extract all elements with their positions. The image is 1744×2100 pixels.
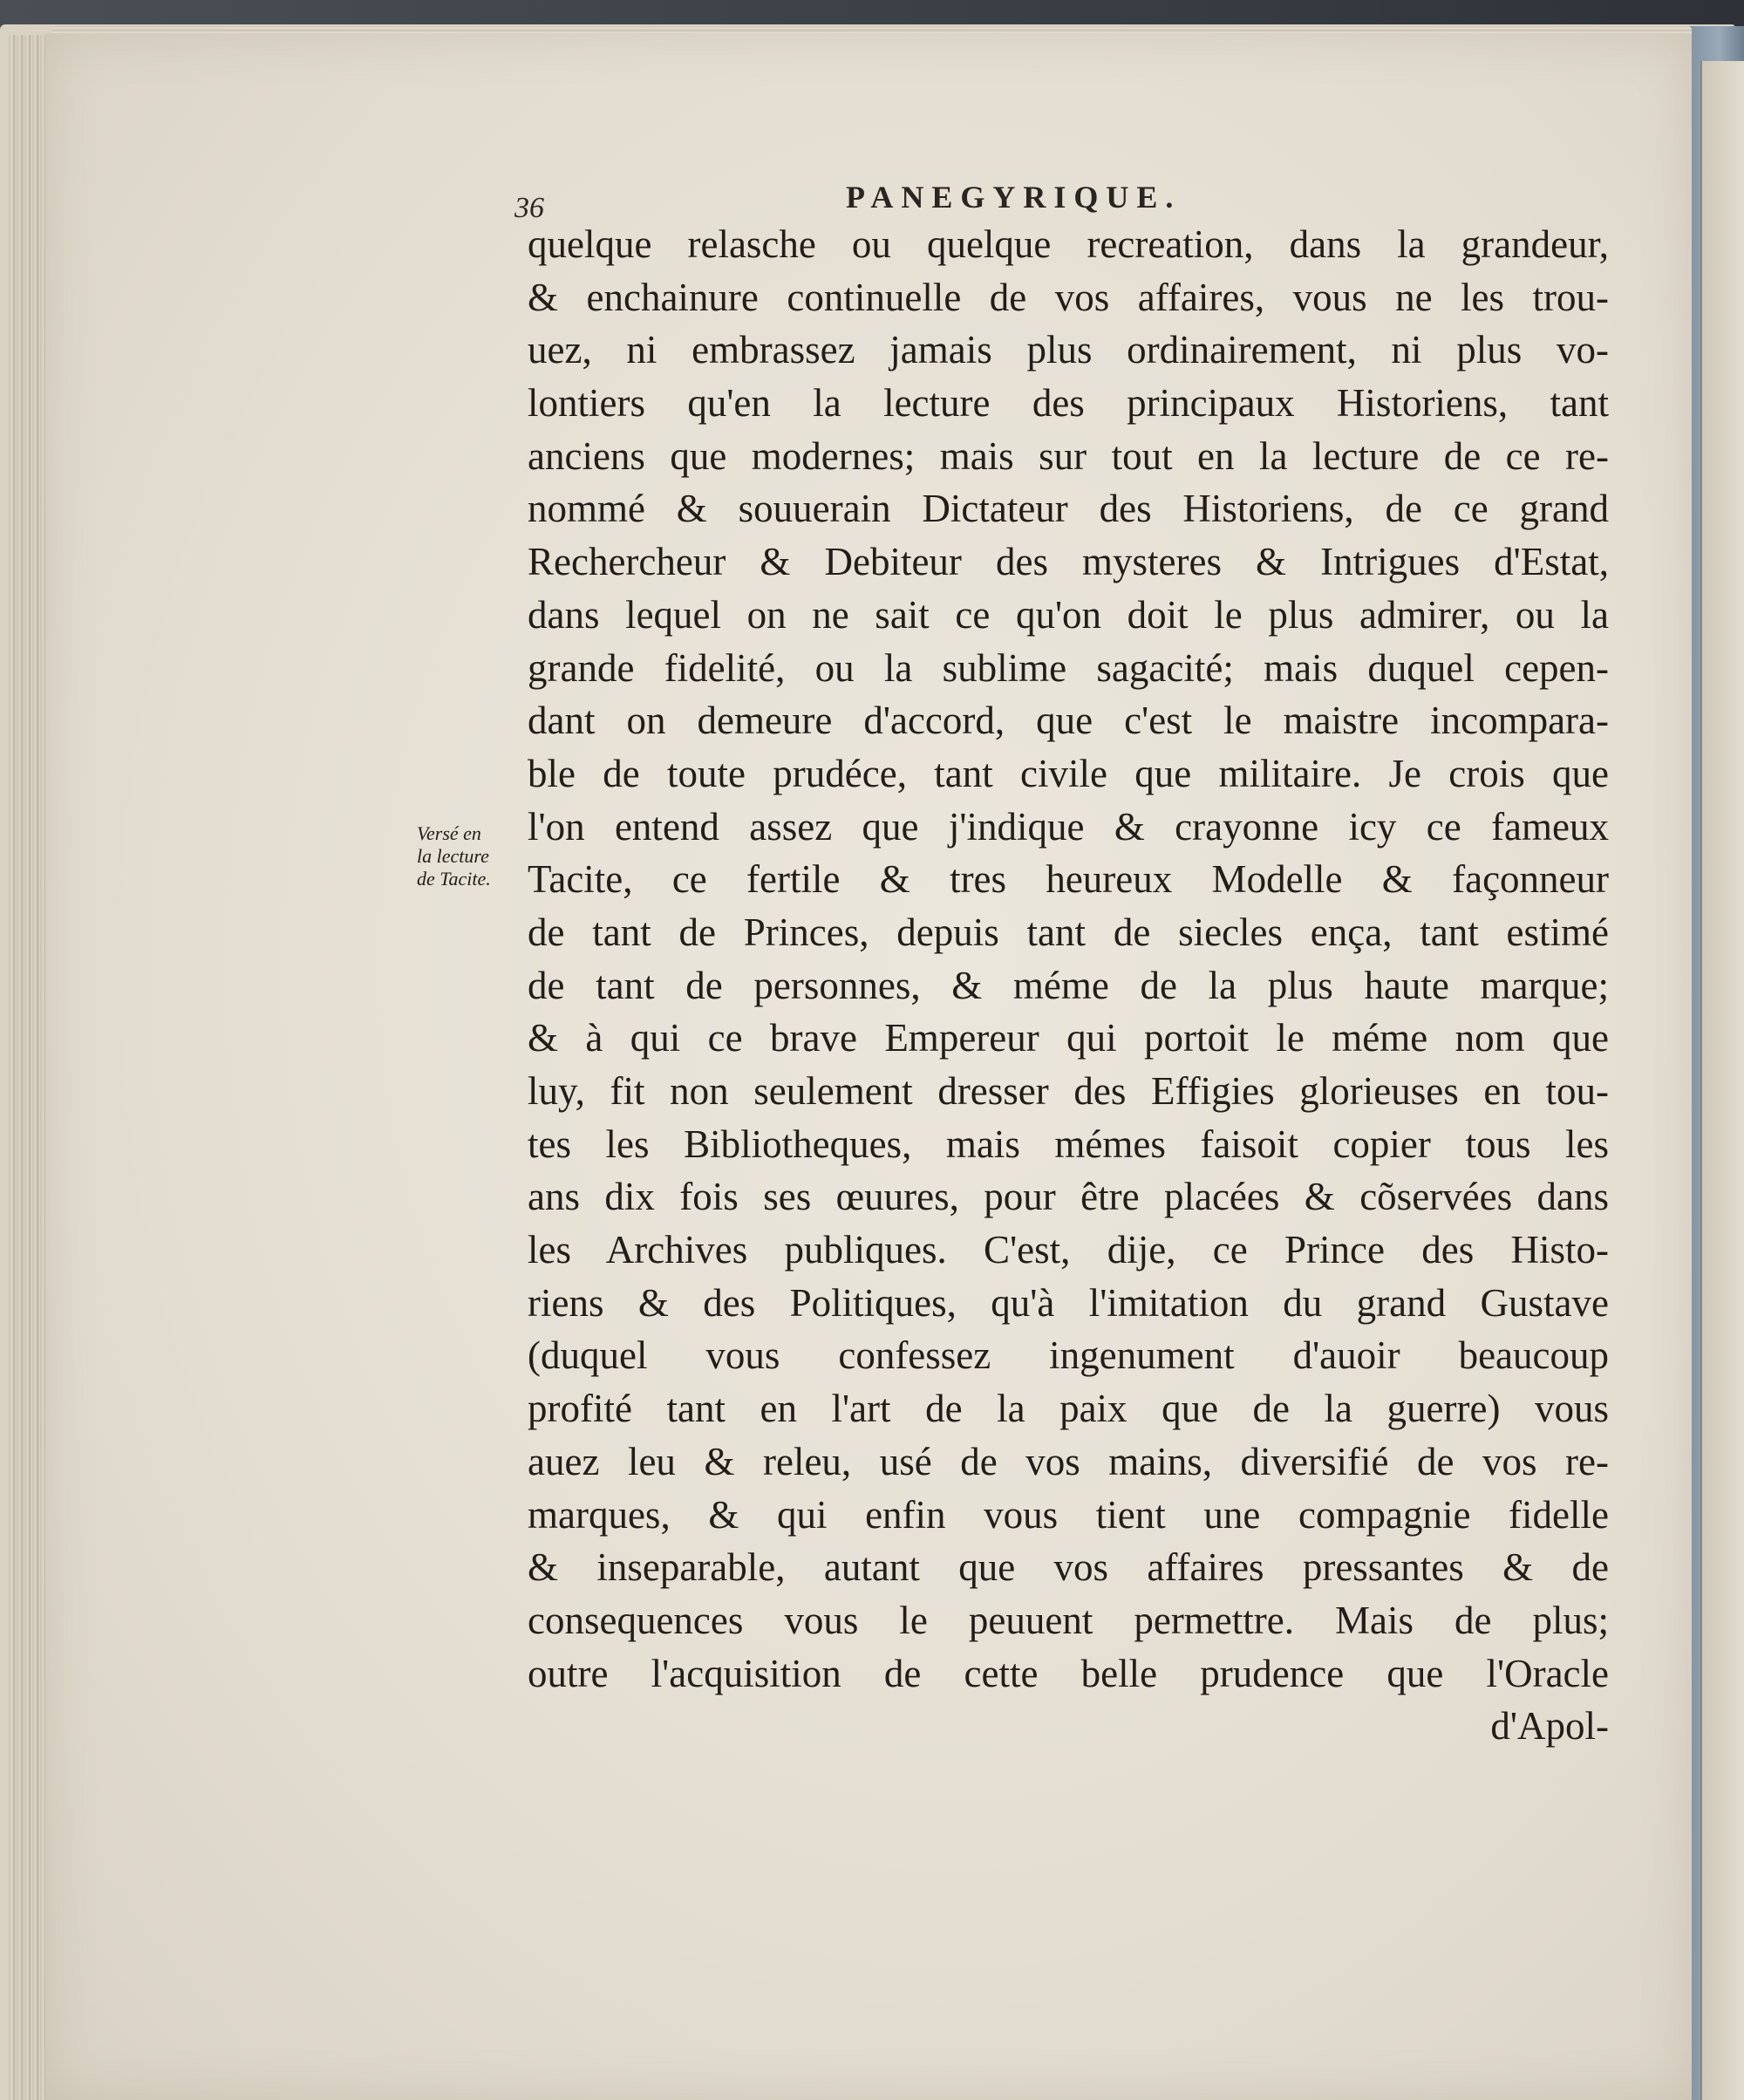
margin-note-line: la lecture — [417, 845, 489, 867]
text-line: quelque relasche ou quelque recreation, dans la grandeur, — [528, 222, 1609, 266]
page-number: 36 — [514, 192, 544, 224]
text-line: de tant de Princes, depuis tant de siecles ença, tant estimé — [528, 910, 1609, 954]
facing-page-edge — [1700, 61, 1744, 2100]
text-line: profité tant en l'art de la paix que de la guerre) vous — [528, 1387, 1609, 1431]
margin-note-line: de Tacite. — [417, 868, 491, 890]
body-text — [528, 218, 1609, 1753]
text-line: auez leu & releu, usé de vos mains, diversifié de vos re- — [528, 1439, 1609, 1483]
text-line: grande fidelité, ou la sublime sagacité; mais duquel cepen- — [528, 645, 1609, 690]
text-line: anciens que modernes; mais sur tout en la lecture de ce re- — [528, 433, 1609, 478]
running-head: PANEGYRIQUE. — [846, 180, 1182, 215]
text-line: de tant de personnes, & méme de la plus haute marque; — [528, 963, 1609, 1007]
margin-note — [417, 822, 530, 890]
text-line: outre l'acquisition de cette belle prudence que l'Oracle — [528, 1651, 1609, 1695]
text-line: riens & des Politiques, qu'à l'imitation du grand Gustave — [528, 1280, 1609, 1325]
catchword: d'Apol- — [1490, 1704, 1609, 1749]
text-line: & enchainure continuelle de vos affaires, vous ne les trou- — [528, 275, 1609, 319]
text-line: uez, ni embrassez jamais plus ordinairement, ni plus vo- — [528, 328, 1609, 372]
text-line: Rechercheur & Debiteur des mysteres & Intrigues d'Estat, — [528, 540, 1609, 584]
text-line: consequences vous le peuuent permettre. Mais de plus; — [528, 1598, 1609, 1642]
text-line: dant on demeure d'accord, que c'est le maistre incompara- — [528, 699, 1609, 743]
text-line: luy, fit non seulement dresser des Effigies glorieuses en tou- — [528, 1069, 1609, 1113]
text-line: & inseparable, autant que vos affaires pressantes & de — [528, 1545, 1609, 1590]
text-line: tes les Bibliotheques, mais mémes faisoit copier tous les — [528, 1122, 1609, 1166]
text-line: l'on entend assez que j'indique & crayonne icy ce fameux — [528, 804, 1609, 849]
text-line: nommé & souuerain Dictateur des Historiens, de ce grand — [528, 487, 1609, 531]
text-line: les Archives publiques. C'est, dije, ce Prince des Histo- — [528, 1228, 1609, 1272]
margin-note-line: Versé en — [417, 822, 481, 844]
text-line: marques, & qui enfin vous tient une compagnie fidelle — [528, 1492, 1609, 1537]
text-line: ans dix fois ses œuures, pour être placées & cõservées dans — [528, 1175, 1609, 1219]
text-line: Tacite, ce fertile & tres heureux Modelle & façonneur — [528, 857, 1609, 902]
text-line: & à qui ce brave Empereur qui portoit le méme nom que — [528, 1016, 1609, 1060]
text-line: dans lequel on ne sait ce qu'on doit le plus admirer, ou la — [528, 592, 1609, 637]
text-line: ble de toute prudéce, tant civile que militaire. Je crois que — [528, 751, 1609, 795]
text-line: (duquel vous confessez ingenument d'auoir beaucoup — [528, 1333, 1609, 1378]
text-line: lontiers qu'en la lecture des principaux Historiens, tant — [528, 381, 1609, 426]
